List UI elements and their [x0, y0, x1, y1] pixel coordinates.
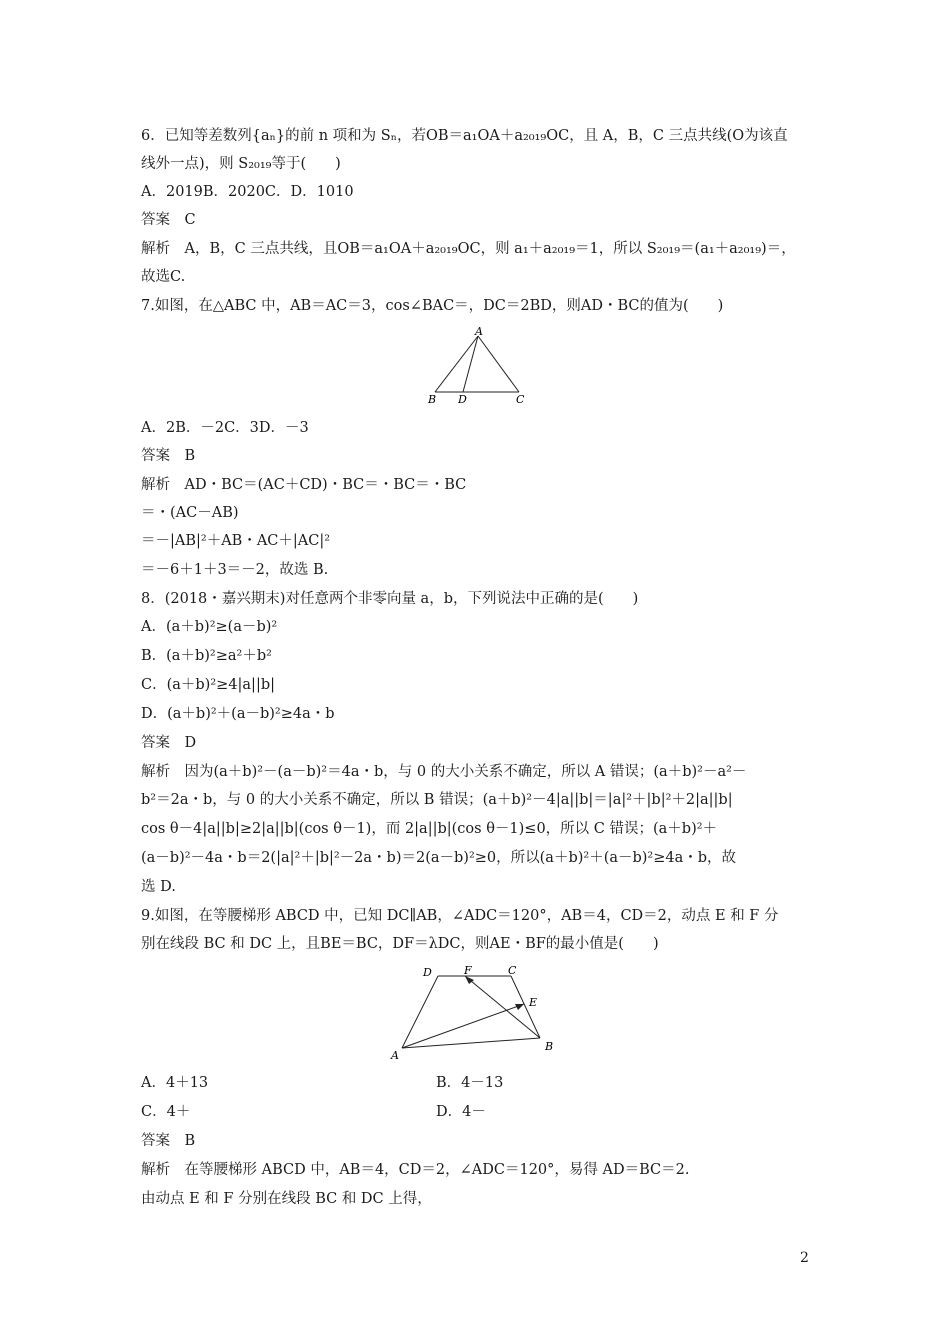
q9-option-d: D．4－: [436, 1104, 486, 1120]
label-b: B: [545, 1040, 554, 1053]
q8-analysis-line4: (a－b)²－4a・b＝2(|a|²＋|b|²－2a・b)＝2(a－b)²≥0，所以(a＋b)²＋(a－b)²≥4a・b，故: [141, 850, 737, 866]
segment-ad: [463, 336, 478, 392]
q9-analysis-line2: 由动点 E 和 F 分别在线段 BC 和 DC 上得，: [141, 1191, 432, 1207]
label-b: B: [428, 393, 437, 406]
q6-stem-line1: 6．已知等差数列{aₙ}的前 n 项和为 Sₙ，若OB＝a₁OA＋a₂₀₁₉OC，且 A，B，C 三点共线(O为该直: [141, 128, 788, 144]
q9-stem-line2: 别在线段 BC 和 DC 上，且BE＝BC，DF＝λDC，则AE・BF的最小值是( ): [141, 936, 659, 952]
side-ac: [478, 336, 519, 392]
q9-option-c: C．4＋: [141, 1104, 191, 1120]
side-ab: [402, 1038, 540, 1048]
label-e: E: [529, 996, 538, 1009]
q9-answer: 答案 B: [141, 1133, 196, 1149]
q7-analysis-line4: ＝－6＋1＋3＝－2，故选 B.: [141, 562, 329, 578]
q7-analysis-line2: ＝・(AC－AB): [141, 505, 239, 521]
q9-analysis-line1: 解析 在等腰梯形 ABCD 中，AB＝4，CD＝2，∠ADC＝120°，易得 AD＝BC＝2.: [141, 1162, 690, 1178]
q6-analysis-line1: 解析 A，B，C 三点共线，且OB＝a₁OA＋a₂₀₁₉OC，则 a₁＋a₂₀₁₉＝1，所以 S₂₀₁₉＝(a₁＋a₂₀₁₉)＝，: [141, 241, 796, 257]
q6-stem-line2: 线外一点)，则 S₂₀₁₉等于( ): [141, 156, 341, 172]
q8-stem: 8．(2018・嘉兴期末)对任意两个非零向量 a，b，下列说法中正确的是( ): [141, 591, 639, 607]
q7-analysis-line3: ＝－|AB|²＋AB・AC＋|AC|²: [141, 533, 331, 549]
label-a: A: [475, 326, 483, 338]
q7-stem: 7.如图，在△ABC 中，AB＝AC＝3，cos∠BAC＝，DC＝2BD，则AD・BC的值为( ): [141, 298, 724, 314]
q6-answer: 答案 C: [141, 212, 196, 228]
triangle-figure: [425, 326, 535, 406]
label-a: A: [391, 1049, 399, 1062]
q8-analysis-line2: b²＝2a・b，与 0 的大小关系不确定，所以 B 错误；(a＋b)²－4|a||b|＝|a|²＋|b|²＋2|a||b|: [141, 792, 733, 808]
q6-analysis-line2: 故选C.: [141, 269, 186, 285]
q8-option-b: B．(a＋b)²≥a²＋b²: [141, 648, 272, 664]
q8-option-c: C．(a＋b)²≥4|a||b|: [141, 677, 275, 693]
label-c: C: [516, 393, 525, 406]
q9-option-a: A．4＋13: [141, 1075, 209, 1091]
label-c: C: [508, 964, 517, 977]
q8-answer: 答案 D: [141, 735, 197, 751]
q8-option-d: D．(a＋b)²＋(a－b)²≥4a・b: [141, 706, 335, 722]
q6-options: A．2019B．2020C．D．1010: [141, 184, 354, 200]
label-d: D: [458, 393, 467, 406]
side-ab: [435, 336, 478, 392]
q8-option-a: A．(a＋b)²≥(a－b)²: [141, 619, 278, 635]
q7-analysis-line1: 解析 AD・BC＝(AC＋CD)・BC＝・BC＝・BC: [141, 477, 467, 493]
q8-analysis-line1: 解析 因为(a＋b)²－(a－b)²＝4a・b，与 0 的大小关系不确定，所以 A 错误；(a＋b)²－a²－: [141, 764, 747, 780]
trapezoid-figure: [390, 964, 565, 1064]
label-d: D: [423, 966, 432, 979]
q8-analysis-line3: cos θ－4|a||b|≥2|a||b|(cos θ－1)，而 2|a||b|(cos θ－1)≤0，所以 C 错误；(a＋b)²＋: [141, 821, 718, 837]
q7-options: A．2B．－2C．3D．－3: [141, 420, 309, 436]
q9-stem-line1: 9.如图，在等腰梯形 ABCD 中，已知 DC∥AB，∠ADC＝120°，AB＝4，CD＝2，动点 E 和 F 分: [141, 908, 779, 924]
q7-answer: 答案 B: [141, 448, 196, 464]
page-number: 2: [800, 1250, 809, 1266]
q8-analysis-line5: 选 D.: [141, 879, 176, 895]
q9-option-b: B．4－13: [436, 1075, 504, 1091]
label-f: F: [464, 964, 472, 977]
